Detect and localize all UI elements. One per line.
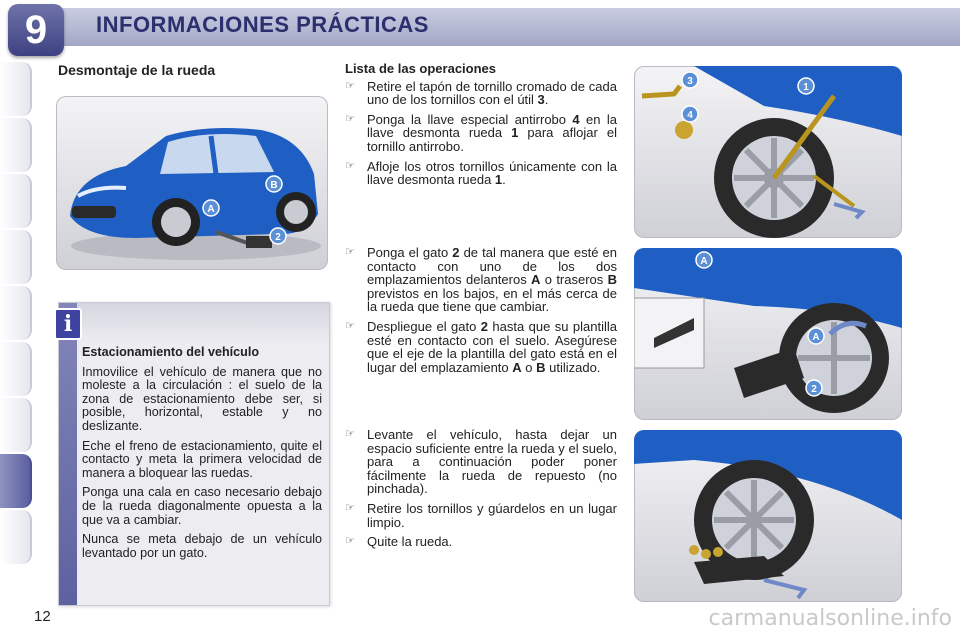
operations-group-1 xyxy=(345,62,617,193)
chapter-tab[interactable] xyxy=(0,510,32,564)
label-A: A xyxy=(207,204,215,215)
chapter-badge: 9 xyxy=(8,4,64,56)
info-box-stripe xyxy=(59,303,77,605)
label-2: 2 xyxy=(275,232,281,243)
label-4: 4 xyxy=(687,110,693,121)
label-2: 2 xyxy=(811,384,817,395)
chapter-tab[interactable] xyxy=(0,62,32,116)
operations-group-3 xyxy=(345,428,617,555)
chapter-tab-active[interactable] xyxy=(0,454,32,508)
chapter-tab[interactable] xyxy=(0,342,32,396)
chapter-tab[interactable] xyxy=(0,230,32,284)
operations-title: Lista de las operaciones xyxy=(345,61,497,76)
hand-pointer-icon: ☞ xyxy=(345,246,355,258)
info-content xyxy=(82,346,322,566)
section-heading: Desmontaje de la rueda xyxy=(58,62,216,78)
info-paragraph: Inmovilice el vehículo de manera que no moleste a la circulación : el suelo de la zona de estacionamiento debe ser, si posible, horizontal, estable y no deslizante. xyxy=(82,364,322,433)
operation-item: ☞ Retire los tornillos y gúardelos en un lugar limpio. xyxy=(345,500,617,530)
operation-item: ☞ Retire el tapón de tornillo cromado de cada uno de los tornillos con el útil 3. xyxy=(345,78,617,108)
operation-item: ☞ Ponga el gato 2 de tal manera que esté en contacto con uno de los dos emplazamientos delanteros A o traseros B previstos en los bajos, en el más cerca de la rueda que tiene que cambiar. xyxy=(345,245,617,315)
hand-pointer-icon: ☞ xyxy=(345,112,355,125)
operation-item: ☞ Quite la rueda. xyxy=(345,534,453,550)
chapter-tab[interactable] xyxy=(0,398,32,452)
operation-item: ☞ Levante el vehículo, hasta dejar un espacio suficiente entre la rueda y el suelo, para a continuación poder poner fácilmente la rueda de repuesto (no pinchada). xyxy=(345,427,617,497)
info-paragraph: Eche el freno de estacionamiento, quite el contacto y meta la primera velocidad de manera a bloquear las ruedas. xyxy=(82,438,322,480)
hand-pointer-icon: ☞ xyxy=(345,501,355,514)
info-title: Estacionamiento del vehículo xyxy=(82,345,260,359)
step3-illustration xyxy=(634,430,902,602)
info-box-header xyxy=(77,303,329,343)
page-number: 12 xyxy=(34,608,51,625)
step2-illustration xyxy=(634,248,902,420)
label-3: 3 xyxy=(687,76,693,87)
chapter-tab[interactable] xyxy=(0,286,32,340)
page-title: INFORMACIONES PRÁCTICAS xyxy=(96,12,429,37)
info-paragraph: Nunca se meta debajo de un vehículo levantado por un gato. xyxy=(82,532,322,560)
info-icon: i xyxy=(54,308,82,340)
hand-pointer-icon: ☞ xyxy=(345,428,355,440)
operations-group-2 xyxy=(345,246,617,380)
label-A: A xyxy=(700,256,708,267)
chapter-tabs xyxy=(0,62,36,582)
label-1: 1 xyxy=(803,82,809,93)
chapter-tab[interactable] xyxy=(0,118,32,172)
label-A: A xyxy=(812,332,820,343)
chapter-tab[interactable] xyxy=(0,174,32,228)
operation-item: ☞ Ponga la llave especial antirrobo 4 en la llave desmonta rueda 1 para aflojar el tornillo antirrobo. xyxy=(345,111,617,154)
car-illustration xyxy=(56,96,328,270)
operation-item: ☞ Afloje los otros tornillos únicamente con la llave desmonta rueda 1. xyxy=(345,158,617,188)
hand-pointer-icon: ☞ xyxy=(345,535,355,548)
operation-item: ☞ Despliegue el gato 2 hasta que su plantilla esté en contacto con el suelo. Asegúrese que el eje de la plantilla del gato está en el lugar del emplazamiento A o B utilizado. xyxy=(345,318,617,375)
hand-pointer-icon: ☞ xyxy=(345,319,355,332)
info-paragraph: Ponga una cala en caso necesario debajo de la rueda diagonalmente opuesta a la que va a cambiar. xyxy=(82,485,322,527)
label-B: B xyxy=(270,180,278,191)
hand-pointer-icon: ☞ xyxy=(345,79,355,92)
hand-pointer-icon: ☞ xyxy=(345,159,355,172)
watermark: carmanualsonline.info xyxy=(708,606,952,631)
step1-illustration xyxy=(634,66,902,238)
